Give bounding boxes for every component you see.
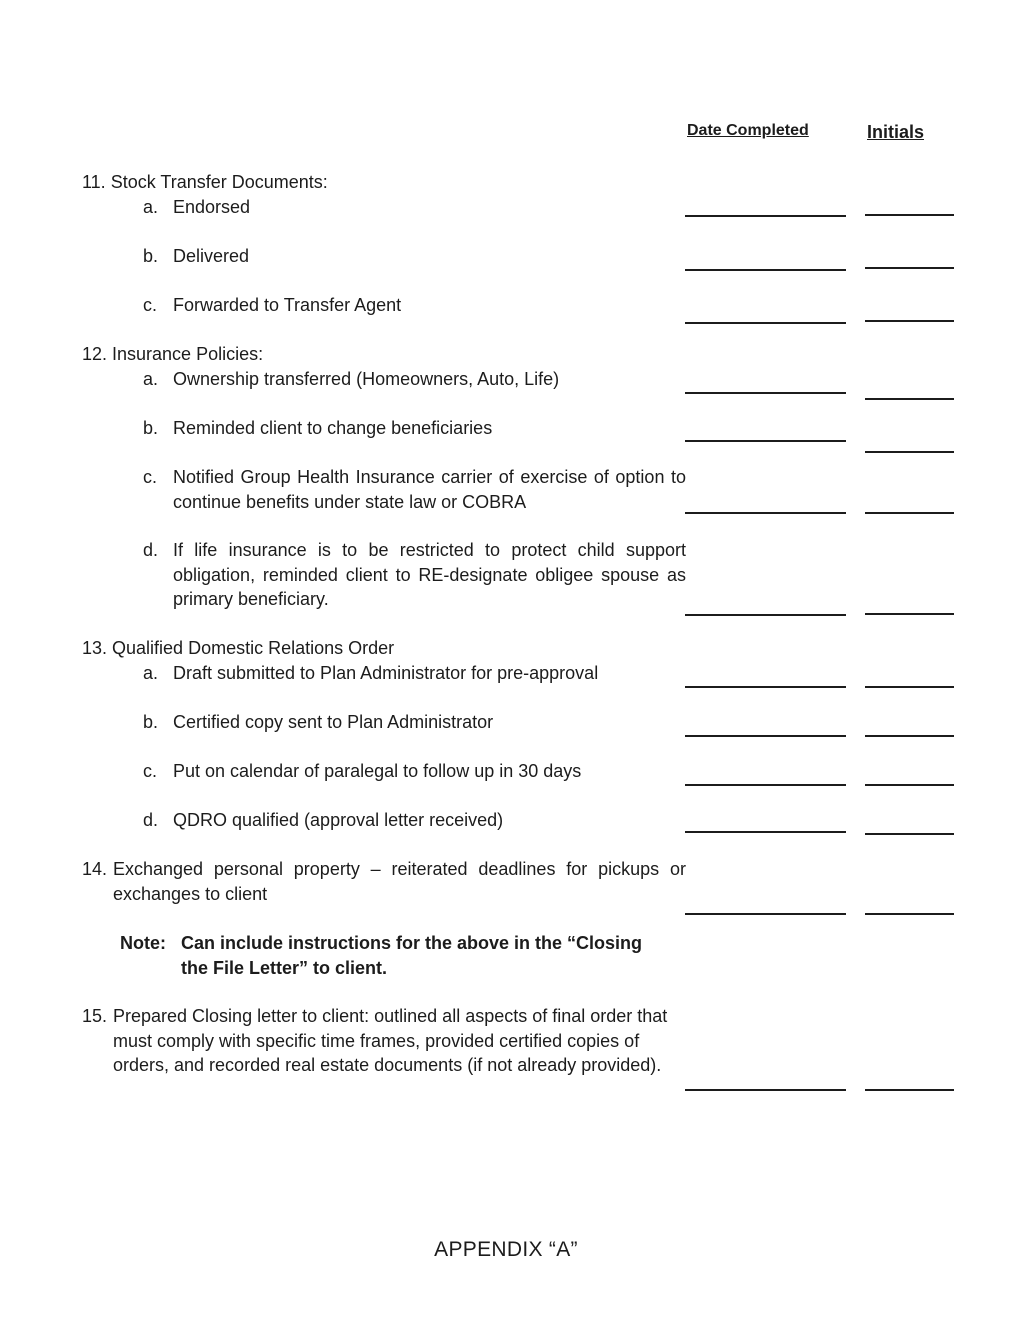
item-12d-text: If life insurance is to be restricted to protect child support obligation, reminded client to RE-designate obligee spouse as primary beneficiary. xyxy=(173,540,686,609)
item-12d-date-line[interactable] xyxy=(685,614,846,616)
item-15-date-line[interactable] xyxy=(685,1089,846,1091)
item-11c-letter: c. xyxy=(143,295,158,315)
item-13c-text: Put on calendar of paralegal to follow up in 30 days xyxy=(173,761,582,781)
section-14-text: Exchanged personal property – reiterated deadlines for pickups or exchanges to client xyxy=(113,859,686,904)
item-11b-letter: b. xyxy=(143,246,159,266)
item-11b-text: Delivered xyxy=(173,246,250,266)
item-13b-text: Certified copy sent to Plan Administrator xyxy=(173,712,494,732)
item-15-initials-line[interactable] xyxy=(865,1089,954,1091)
item-13d-initials-line[interactable] xyxy=(865,833,954,835)
item-13b-initials-line[interactable] xyxy=(865,735,954,737)
section-13-title: 13. Qualified Domestic Relations Order xyxy=(82,638,395,658)
item-11b-date-line[interactable] xyxy=(685,269,846,271)
item-11b-initials-line[interactable] xyxy=(865,267,954,269)
item-14-date-line[interactable] xyxy=(685,913,846,915)
section-15-text: Prepared Closing letter to client: outlined all aspects of final order that must comply with specific time frames, provided certified copies of orders, and recorded real estate documents (if not already provided). xyxy=(113,1006,668,1075)
item-12a-text: Ownership transferred (Homeowners, Auto, Life) xyxy=(173,369,560,389)
item-12a-letter: a. xyxy=(143,369,159,389)
section-12-title: 12. Insurance Policies: xyxy=(82,344,264,364)
item-12b-initials-line[interactable] xyxy=(865,451,954,453)
section-15-number: 15. xyxy=(82,1006,108,1026)
item-11c-date-line[interactable] xyxy=(685,322,846,324)
item-13d-text: QDRO qualified (approval letter received) xyxy=(173,810,504,830)
item-11a-date-line[interactable] xyxy=(685,215,846,217)
initials-header: Initials xyxy=(867,122,925,142)
item-11a-initials-line[interactable] xyxy=(865,214,954,216)
date-completed-header: Date Completed xyxy=(687,122,809,139)
item-12d-letter: d. xyxy=(143,540,159,560)
section-14-number: 14. xyxy=(82,859,108,879)
item-13a-initials-line[interactable] xyxy=(865,686,954,688)
item-12b-letter: b. xyxy=(143,418,159,438)
item-11a-letter: a. xyxy=(143,197,159,217)
item-12c-date-line[interactable] xyxy=(685,512,846,514)
note-label: Note: xyxy=(120,933,166,953)
item-13c-initials-line[interactable] xyxy=(865,784,954,786)
item-14-initials-line[interactable] xyxy=(865,913,954,915)
item-11a-text: Endorsed xyxy=(173,197,251,217)
item-13c-letter: c. xyxy=(143,761,158,781)
item-13b-letter: b. xyxy=(143,712,159,732)
item-12b-text: Reminded client to change beneficiaries xyxy=(173,418,493,438)
note-text: Can include instructions for the above in the “Closing the File Letter” to client. xyxy=(181,933,643,978)
item-12b-date-line[interactable] xyxy=(685,440,846,442)
item-12a-initials-line[interactable] xyxy=(865,398,954,400)
item-11c-text: Forwarded to Transfer Agent xyxy=(173,295,402,315)
appendix-footer: APPENDIX “A” xyxy=(434,1238,578,1261)
section-11-title: 11. Stock Transfer Documents: xyxy=(82,172,328,192)
item-13a-letter: a. xyxy=(143,663,159,683)
item-12a-date-line[interactable] xyxy=(685,392,846,394)
item-12c-letter: c. xyxy=(143,467,158,487)
item-13a-text: Draft submitted to Plan Administrator for pre-approval xyxy=(173,663,599,683)
item-13a-date-line[interactable] xyxy=(685,686,846,688)
item-13c-date-line[interactable] xyxy=(685,784,846,786)
item-13d-date-line[interactable] xyxy=(685,831,846,833)
item-12c-text: Notified Group Health Insurance carrier of exercise of option to continue benefits under state law or COBRA xyxy=(173,467,686,512)
item-13b-date-line[interactable] xyxy=(685,735,846,737)
item-12d-initials-line[interactable] xyxy=(865,613,954,615)
item-12c-initials-line[interactable] xyxy=(865,512,954,514)
item-11c-initials-line[interactable] xyxy=(865,320,954,322)
item-13d-letter: d. xyxy=(143,810,159,830)
